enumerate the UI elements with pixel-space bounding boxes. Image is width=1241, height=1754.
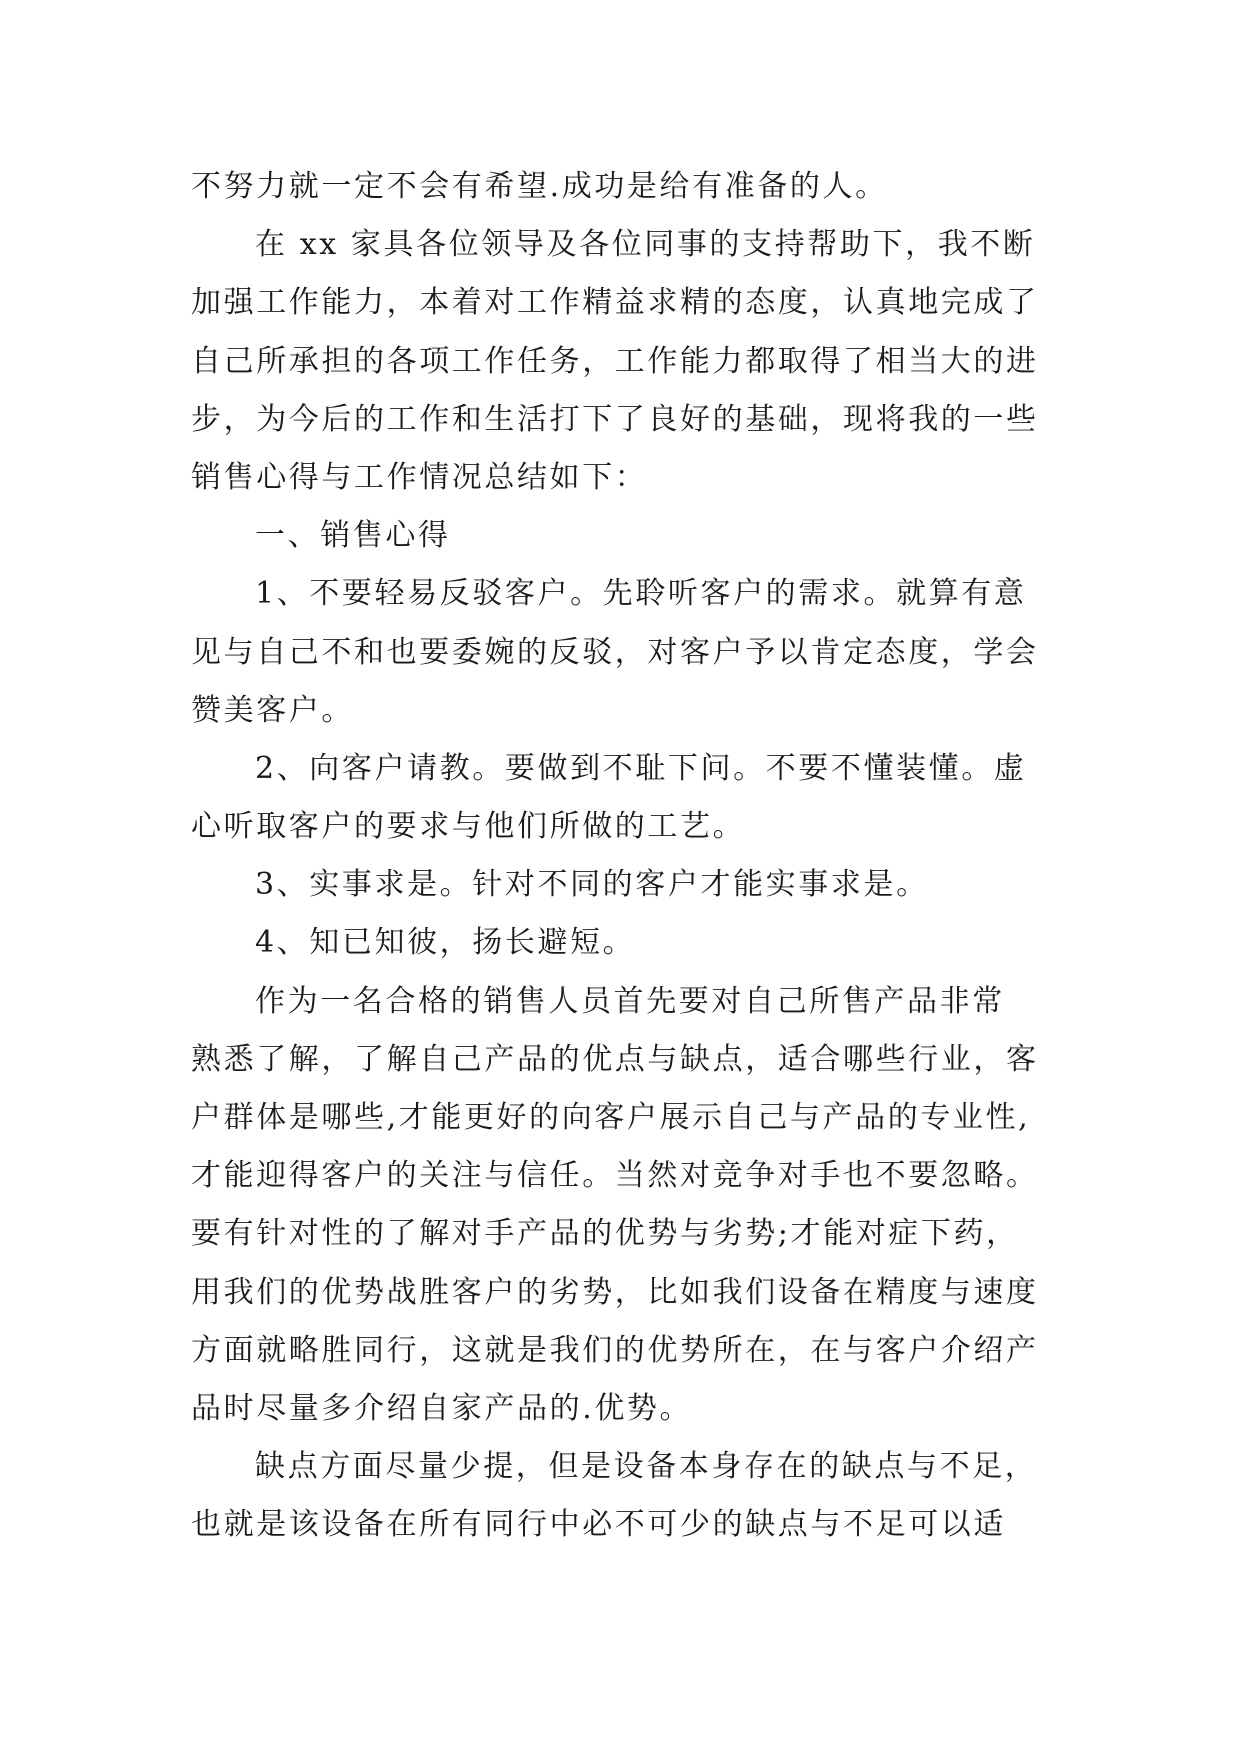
text-line: 赞美客户。 [191, 692, 354, 728]
text-line: 熟悉了解，了解自己产品的优点与缺点，适合哪些行业，客 [191, 1041, 1039, 1077]
text-line: 才能迎得客户的关注与信任。当然对竞争对手也不要忽略。 [191, 1158, 1039, 1194]
text-line: 在 xx 家具各位领导及各位同事的支持帮助下，我不断 [255, 227, 1036, 263]
text-line: 4、知已知彼，扬长避短。 [255, 925, 636, 961]
text-line: 用我们的优势战胜客户的劣势，比如我们设备在精度与速度 [191, 1274, 1039, 1310]
text-line: 1、不要轻易反驳客户。先聆听客户的需求。就算有意 [255, 576, 1027, 612]
text-line: 不努力就一定不会有希望.成功是给有准备的人。 [191, 169, 888, 204]
text-line: 3、实事求是。针对不同的客户才能实事求是。 [255, 867, 929, 903]
text-line: 销售心得与工作情况总结如下： [191, 459, 648, 495]
text-line: 见与自己不和也要委婉的反驳，对客户予以肯定态度，学会 [191, 634, 1039, 670]
text-line: 心听取客户的要求与他们所做的工艺。 [191, 809, 746, 845]
section-heading: 一、销售心得 [255, 518, 451, 554]
text-line: 户群体是哪些,才能更好的向客户展示自己与产品的专业性, [191, 1100, 1031, 1135]
text-line: 缺点方面尽量少提，但是设备本身存在的缺点与不足， [255, 1449, 1038, 1485]
document-body [191, 158, 1071, 1555]
text-line: 要有针对性的了解对手产品的优势与劣势;才能对症下药， [191, 1216, 1019, 1252]
text-line: 2、向客户请教。要做到不耻下问。不要不懂装懂。虚 [255, 750, 1027, 786]
text-line: 步，为今后的工作和生活打下了良好的基础，现将我的一些 [191, 401, 1039, 437]
text-line: 方面就略胜同行，这就是我们的优势所在，在与客户介绍产 [191, 1332, 1039, 1368]
text-line: 作为一名合格的销售人员首先要对自己所售产品非常 [255, 983, 1005, 1019]
text-line: 加强工作能力，本着对工作精益求精的态度，认真地完成了 [191, 285, 1039, 321]
text-line: 也就是该设备在所有同行中必不可少的缺点与不足可以适 [191, 1507, 1006, 1543]
text-line: 品时尽量多介绍自家产品的.优势。 [191, 1390, 693, 1426]
text-line: 自己所承担的各项工作任务，工作能力都取得了相当大的进 [191, 343, 1039, 379]
